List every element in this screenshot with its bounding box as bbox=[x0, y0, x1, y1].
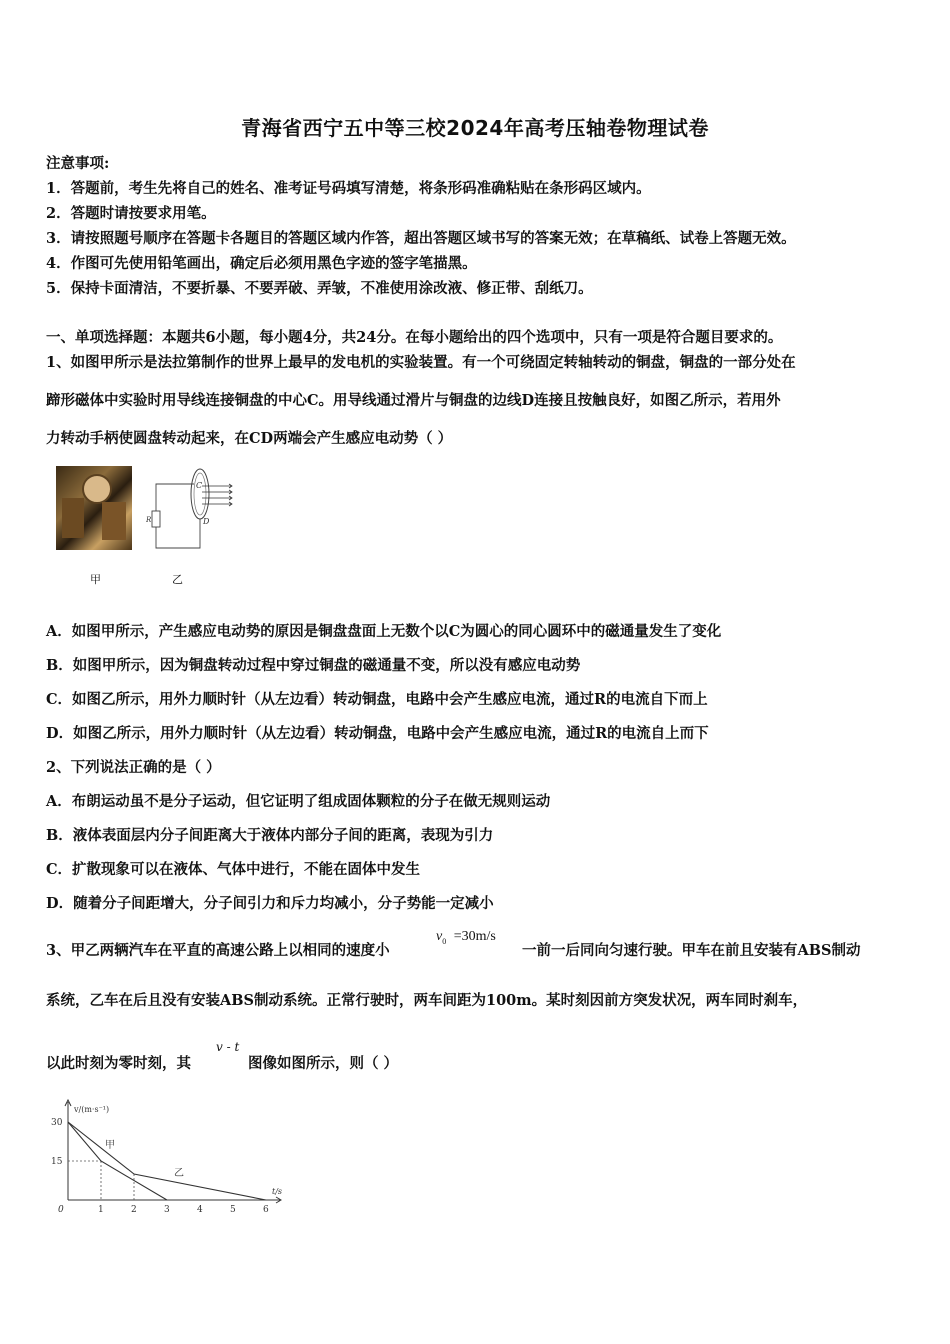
x-tick-label: 2 bbox=[131, 1205, 137, 1214]
graph-origin: 0 bbox=[58, 1205, 64, 1214]
notice-heading: 注意事项: bbox=[46, 155, 110, 172]
question-2-stem: 2、下列说法正确的是（ ） bbox=[46, 759, 221, 776]
figure-label-yi: 乙 bbox=[172, 573, 183, 586]
question-1-stem: 力转动手柄使圆盘转动起来，在CD两端会产生感应电动势（ ） bbox=[46, 430, 453, 447]
vt-graph bbox=[48, 1094, 288, 1214]
graph-axes bbox=[65, 1100, 281, 1203]
label-jia: 甲 bbox=[105, 1140, 115, 1151]
circuit-diagram bbox=[146, 466, 241, 556]
option-a: A．如图甲所示，产生感应电动势的原因是铜盘盘面上无数个以C为圆心的同心圆环中的磁通量发生了变化 bbox=[46, 623, 722, 640]
formula-v: v bbox=[436, 929, 443, 944]
section-heading: 一、单项选择题：本题共6小题，每小题4分，共24分。在每小题给出的四个选项中，只有一项是符合题目要求的。 bbox=[46, 329, 783, 346]
y-tick-label: 30 bbox=[51, 1118, 63, 1128]
notice-item: 4．作图可先使用铅笔画出，确定后必须用黑色字迹的签字笔描黑。 bbox=[46, 255, 477, 272]
point-c-label: C bbox=[196, 481, 203, 490]
option-b: B．液体表面层内分子间距离大于液体内部分子间的距离，表现为引力 bbox=[46, 827, 494, 844]
page-title: 青海省西宁五中等三校2024年高考压轴卷物理试卷 bbox=[241, 116, 709, 140]
formula-sub: 0 bbox=[442, 936, 447, 946]
resistor-label: R bbox=[146, 516, 152, 524]
x-tick-label: 6 bbox=[263, 1205, 269, 1214]
y-tick-label: 15 bbox=[51, 1157, 63, 1167]
notice-item: 1．答题前，考生先将自己的姓名、准考证号码填写清楚，将条形码准确粘贴在条形码区域内。 bbox=[46, 180, 651, 197]
x-tick-label: 5 bbox=[230, 1205, 236, 1214]
option-c: C．扩散现象可以在液体、气体中进行，不能在固体中发生 bbox=[46, 861, 421, 878]
question-3-line1b: 一前一后同向匀速行驶。甲车在前且安装有ABS制动 bbox=[522, 942, 861, 959]
question-3-line1a: 3、甲乙两辆汽车在平直的高速公路上以相同的速度小 bbox=[46, 942, 390, 959]
figure-label-jia: 甲 bbox=[90, 573, 101, 586]
option-d: D．随着分子间距增大，分子间引力和斥力均减小，分子势能一定减小 bbox=[46, 895, 494, 912]
option-a: A．布朗运动虽不是分子运动，但它证明了组成固体颗粒的分子在做无规则运动 bbox=[46, 793, 551, 810]
question-1-figure bbox=[56, 466, 246, 591]
question-1-stem: 蹄形磁体中实验时用导线连接铜盘的中心C。用导线通过滑片与铜盘的边线D连接且按触良好，如图乙所示，若用外 bbox=[46, 392, 781, 409]
notice-item: 5．保持卡面清洁，不要折暴、不要弄破、弄皱，不准使用涂改液、修正带、刮纸刀。 bbox=[46, 280, 593, 297]
formula-value: =30m/s bbox=[453, 929, 496, 944]
option-b: B．如图甲所示，因为铜盘转动过程中穿过铜盘的磁通量不变，所以没有感应电动势 bbox=[46, 657, 581, 674]
question-3-line2: 系统，乙车在后且没有安装ABS制动系统。正常行驶时，两车间距为100m。某时刻因前方突发状况，两车同时刹车， bbox=[46, 992, 808, 1009]
x-tick-label: 4 bbox=[197, 1205, 203, 1214]
x-tick-label: 1 bbox=[98, 1205, 104, 1214]
notice-item: 2．答题时请按要求用笔。 bbox=[46, 205, 216, 222]
point-d-label: D bbox=[203, 517, 210, 526]
question-3-line3b: 图像如图所示，则（ ） bbox=[248, 1055, 399, 1072]
x-tick-label: 3 bbox=[164, 1205, 170, 1214]
initial-velocity-formula bbox=[436, 929, 496, 946]
x-axis-label: t/s bbox=[272, 1187, 283, 1196]
question-1-stem: 1、如图甲所示是法拉第制作的世界上最早的发电机的实验装置。有一个可绕固定转轴转动的铜盘，铜盘的一部分处在 bbox=[46, 354, 796, 371]
label-yi: 乙 bbox=[174, 1168, 184, 1179]
notice-item: 3．请按照题号顺序在答题卡各题目的答题区域内作答，超出答题区域书写的答案无效；在草稿纸、试卷上答题无效。 bbox=[46, 230, 796, 247]
question-3-line3a: 以此时刻为零时刻，其 bbox=[46, 1055, 191, 1072]
y-axis-label: v/(m·s⁻¹) bbox=[74, 1105, 110, 1114]
vt-label: v - t bbox=[216, 1040, 240, 1054]
faraday-disc-photo bbox=[56, 466, 132, 550]
option-c: C．如图乙所示，用外力顺时针（从左边看）转动铜盘，电路中会产生感应电流，通过R的电流自下而上 bbox=[46, 691, 708, 708]
option-d: D．如图乙所示，用外力顺时针（从左边看）转动铜盘，电路中会产生感应电流，通过R的电流自上而下 bbox=[46, 725, 709, 742]
